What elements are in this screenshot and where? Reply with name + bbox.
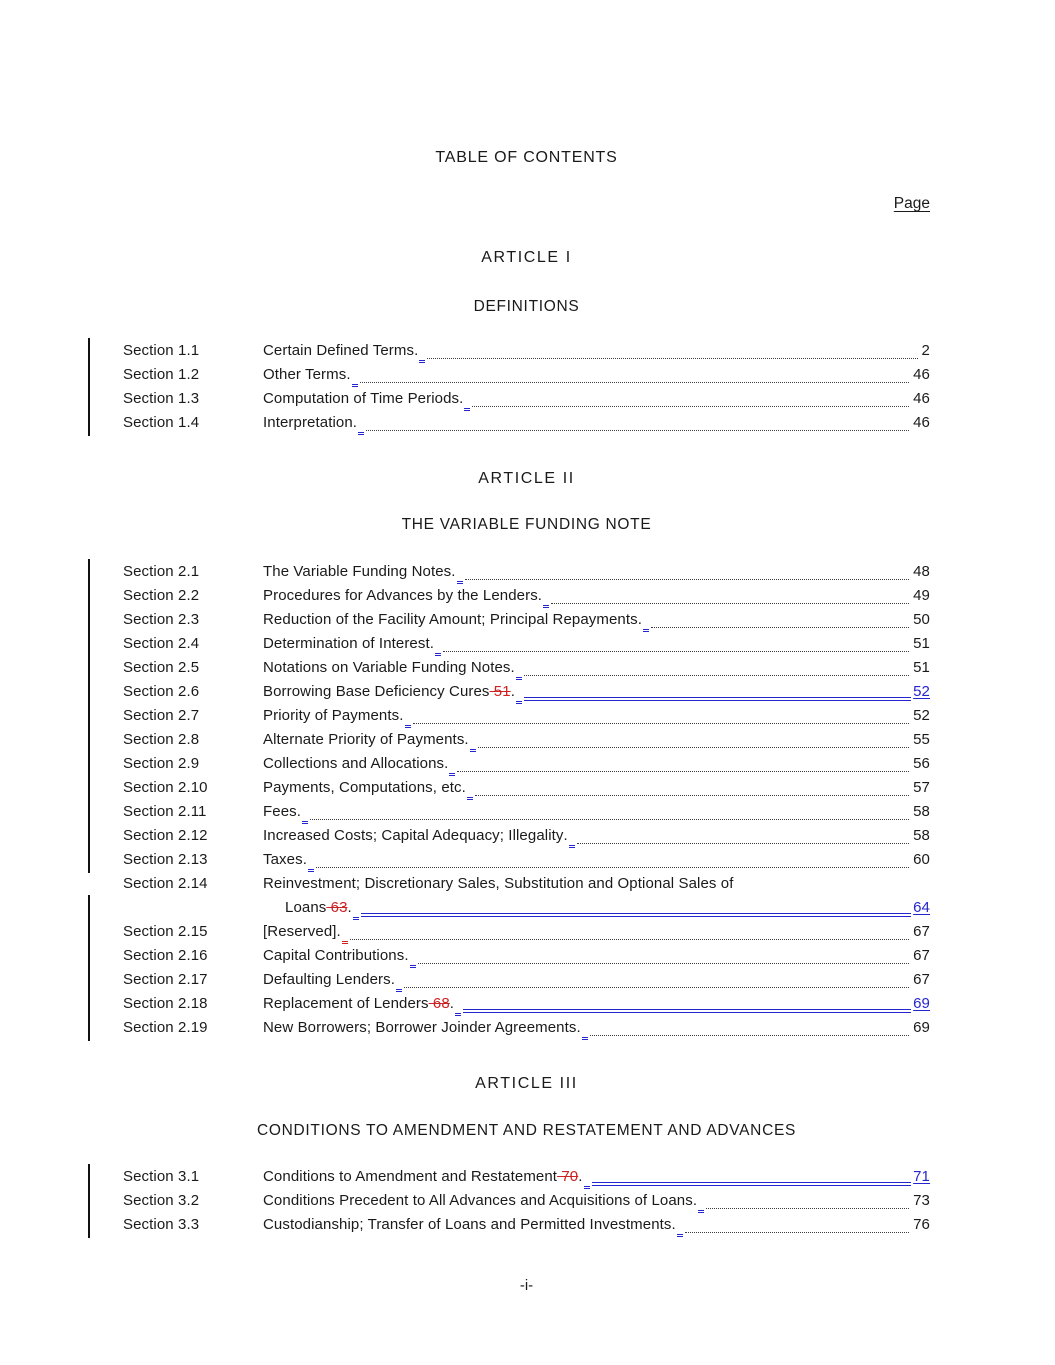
dot-leader: [475, 776, 909, 796]
change-bar: [88, 631, 90, 657]
trailing-period: .: [537, 587, 543, 604]
toc-entry: [123, 968, 930, 992]
section-title: Determination of Interest: [263, 635, 430, 652]
toc-entry: [123, 656, 930, 680]
page-number: 55: [913, 731, 930, 748]
change-bar: [88, 775, 90, 801]
page-number: 67: [913, 946, 930, 964]
section-number: Section 2.17: [123, 970, 208, 988]
page-number: 76: [913, 1215, 930, 1233]
page-number: 48: [913, 563, 930, 580]
change-bar: [88, 655, 90, 681]
section-title: Payments, Computations, etc: [263, 779, 462, 796]
format-change-mark: [582, 1016, 588, 1040]
section-title-line1: Reinvestment; Discretionary Sales, Substitution and Optional Sales of: [263, 875, 734, 892]
toc-entry: [123, 824, 930, 848]
page-column-header-row: [123, 193, 930, 215]
trailing-period: .: [692, 1191, 698, 1209]
page-number: 51: [913, 659, 930, 676]
format-change-mark: [643, 608, 649, 632]
section-number: Section 2.13: [123, 851, 208, 868]
section-title-line2: Loans: [285, 898, 327, 916]
dot-leader: [443, 632, 909, 652]
toc-entry-continuation: [123, 896, 930, 920]
section-number: Section 3.3: [123, 1215, 200, 1233]
format-change-mark: [352, 363, 358, 387]
dot-leader: [478, 728, 909, 748]
section-title: Replacement of Lenders: [263, 994, 429, 1012]
change-bar: [88, 607, 90, 633]
trailing-period: .: [576, 1018, 581, 1036]
trailing-period: .: [578, 1167, 583, 1185]
change-bar: [88, 727, 90, 753]
section-title: Notations on Variable Funding Notes: [263, 659, 511, 676]
change-bar: [88, 703, 90, 729]
format-change-mark: [677, 1213, 683, 1237]
trailing-period: .: [449, 994, 455, 1012]
dot-leader: [685, 1213, 909, 1233]
trailing-period: .: [414, 342, 419, 359]
section-title: Computation of Time Periods: [263, 390, 460, 407]
deleted-page-number: 70: [557, 1167, 579, 1185]
trailing-period: .: [352, 414, 358, 431]
trailing-period: .: [399, 707, 404, 724]
toc-entry: [123, 584, 930, 608]
section-number: Section 2.7: [123, 707, 200, 724]
section-title: Interpretation: [263, 414, 353, 431]
trailing-period: .: [336, 922, 341, 940]
revision-leader-line: [463, 992, 911, 1013]
trailing-period: .: [429, 635, 435, 652]
dot-leader: [472, 387, 909, 407]
page-number-link[interactable]: 64: [913, 898, 930, 916]
format-change-mark: [396, 968, 402, 992]
format-change-mark: [405, 704, 411, 728]
trailing-period: .: [296, 803, 302, 820]
change-bar: [88, 919, 90, 945]
dot-leader: [427, 339, 917, 359]
section-number: Section 2.14: [123, 875, 208, 892]
page-number: 50: [913, 611, 930, 628]
article-heading: ARTICLE II: [478, 470, 575, 487]
trailing-period: .: [302, 851, 307, 868]
article-subheading: THE VARIABLE FUNDING NOTE: [401, 516, 652, 533]
dot-leader: [651, 608, 909, 628]
change-bar: [88, 410, 90, 436]
toc-entry: [123, 387, 930, 411]
change-bar: [88, 362, 90, 388]
section-title: Defaulting Lenders: [263, 970, 391, 988]
section-title: Custodianship; Transfer of Loans and Permitted Investments: [263, 1215, 672, 1233]
revision-leader-line: [361, 896, 911, 917]
trailing-period: .: [347, 898, 352, 916]
dot-leader: [577, 824, 909, 844]
section-number: Section 2.4: [123, 635, 200, 652]
format-change-mark: [543, 584, 549, 608]
section-title: The Variable Funding Notes: [263, 563, 452, 580]
toc-entry: [123, 680, 930, 704]
format-change-mark: [516, 680, 522, 704]
trailing-period: .: [404, 946, 409, 964]
section-title: Fees: [263, 803, 297, 820]
trailing-period: .: [390, 970, 395, 988]
section-number: Section 2.10: [123, 779, 208, 796]
section-title: Alternate Priority of Payments: [263, 731, 465, 748]
revision-leader-line: [524, 680, 911, 701]
section-title: Taxes: [263, 851, 303, 868]
format-change-mark: [516, 656, 522, 680]
revision-leader-line: [592, 1165, 912, 1186]
page-number: 51: [913, 635, 930, 652]
change-bar: [88, 679, 90, 705]
format-change-mark: [302, 800, 308, 824]
format-change-mark: [470, 728, 476, 752]
section-number: Section 1.3: [123, 390, 200, 407]
toc-entry: [123, 992, 930, 1016]
format-change-mark: [435, 632, 441, 656]
section-number: Section 2.2: [123, 587, 200, 604]
change-bar: [88, 943, 90, 969]
change-bar: [88, 823, 90, 849]
section-number: Section 1.4: [123, 414, 200, 431]
page-number: 46: [913, 390, 930, 407]
format-change-mark: [419, 339, 425, 363]
toc-entry: [123, 872, 930, 896]
page-number: 56: [913, 755, 930, 772]
toc-entry: [123, 920, 930, 944]
page-title: TABLE OF CONTENTS: [435, 149, 618, 166]
dot-leader: [310, 800, 909, 820]
deleted-page-number: 63: [326, 898, 348, 916]
format-change-mark: [584, 1165, 590, 1189]
page-number: 2: [921, 342, 930, 359]
dot-leader: [551, 584, 909, 604]
change-bar: [88, 559, 90, 585]
page-number: 57: [913, 779, 930, 796]
section-title: Priority of Payments: [263, 707, 400, 724]
section-number: Section 2.6: [123, 683, 200, 700]
section-title: Conditions Precedent to All Advances and Acquisitions of Loans: [263, 1191, 693, 1209]
toc-entry: [123, 632, 930, 656]
toc-entry: [123, 411, 930, 435]
change-bar: [88, 1015, 90, 1041]
dot-leader: [366, 411, 909, 431]
section-title: Certain Defined Terms: [263, 342, 415, 359]
toc-entry: [123, 608, 930, 632]
section-number: Section 1.2: [123, 366, 200, 383]
toc-entry: [123, 1213, 930, 1237]
section-number: Section 1.1: [123, 342, 200, 359]
change-bar: [88, 1164, 90, 1190]
dot-leader: [350, 920, 909, 940]
toc-entry: [123, 848, 930, 872]
dot-leader: [418, 944, 909, 964]
change-bar: [88, 895, 90, 921]
toc-entry: [123, 800, 930, 824]
dot-leader: [465, 560, 910, 580]
section-number: Section 2.8: [123, 731, 200, 748]
format-change-mark: [353, 896, 359, 920]
toc-entry: [123, 776, 930, 800]
change-bar: [88, 991, 90, 1017]
change-bar: [88, 386, 90, 412]
section-title: Increased Costs; Capital Adequacy; Illegality: [263, 827, 564, 844]
toc-entry: [123, 752, 930, 776]
page-number-link[interactable]: 52: [913, 683, 930, 700]
format-change-mark: [698, 1189, 704, 1213]
format-change-mark: [342, 920, 348, 944]
section-title: Collections and Allocations: [263, 755, 445, 772]
toc-entry: [123, 1016, 930, 1040]
section-title: Procedures for Advances by the Lenders: [263, 587, 538, 604]
trailing-period: .: [563, 827, 568, 844]
toc-entry: [123, 1189, 930, 1213]
page-number: 46: [913, 414, 930, 431]
trailing-period: .: [464, 731, 469, 748]
trailing-period: .: [461, 779, 466, 796]
toc-entry: [123, 339, 930, 363]
section-title: Reduction of the Facility Amount; Principal Repayments: [263, 611, 638, 628]
section-title: [Reserved]: [263, 922, 337, 940]
trailing-period: .: [510, 659, 515, 676]
page-number-link[interactable]: 71: [913, 1167, 930, 1185]
dot-leader: [413, 704, 910, 724]
section-number: Section 2.18: [123, 994, 208, 1012]
change-bar: [88, 967, 90, 993]
deleted-page-number: 51: [489, 683, 511, 700]
section-number: Section 2.19: [123, 1018, 208, 1036]
page-column-label: Page: [893, 195, 930, 212]
change-bar: [88, 1212, 90, 1238]
trailing-period: .: [459, 390, 464, 407]
change-bar: [88, 799, 90, 825]
page-number: 60: [913, 851, 930, 868]
page-number: 52: [913, 707, 930, 724]
toc-content: [123, 0, 930, 1297]
dot-leader: [706, 1189, 909, 1209]
page-number-link[interactable]: 69: [913, 994, 930, 1012]
change-bar: [88, 751, 90, 777]
trailing-period: .: [451, 563, 456, 580]
toc-entry: [123, 728, 930, 752]
deleted-page-number: 68: [428, 994, 450, 1012]
page-number: 46: [913, 366, 930, 383]
section-number: Section 3.1: [123, 1167, 200, 1185]
page-number: 69: [913, 1018, 930, 1036]
dot-leader: [404, 968, 909, 988]
format-change-mark: [449, 752, 455, 776]
trailing-period: .: [510, 683, 515, 700]
change-bar: [88, 1188, 90, 1214]
section-title: Capital Contributions: [263, 946, 405, 964]
page-number: 67: [913, 922, 930, 940]
trailing-period: .: [637, 611, 643, 628]
trailing-period: .: [671, 1215, 676, 1233]
section-number: Section 2.15: [123, 922, 208, 940]
section-number: Section 2.11: [123, 803, 207, 820]
section-title: New Borrowers; Borrower Joinder Agreements: [263, 1018, 577, 1036]
change-bar: [88, 847, 90, 873]
toc-entries: [123, 339, 930, 435]
dot-leader: [316, 848, 909, 868]
trailing-period: .: [346, 366, 351, 383]
format-change-mark: [457, 560, 463, 584]
section-number: Section 2.1: [123, 563, 200, 580]
section-title: Conditions to Amendment and Restatement: [263, 1167, 558, 1185]
articles-container: [123, 247, 930, 1237]
trailing-period: .: [444, 755, 449, 772]
section-number: Section 2.3: [123, 611, 200, 628]
dot-leader: [524, 656, 909, 676]
format-change-mark: [410, 944, 416, 968]
article-heading: ARTICLE I: [481, 249, 572, 266]
page-number: 58: [913, 803, 930, 820]
section-title: Other Terms: [263, 366, 347, 383]
section-number: Section 2.9: [123, 755, 200, 772]
toc-entries: [123, 560, 930, 1040]
article-heading: ARTICLE III: [475, 1074, 578, 1092]
page-number: 67: [913, 970, 930, 988]
section-number: Section 2.5: [123, 659, 200, 676]
article-subheading: DEFINITIONS: [473, 298, 580, 315]
toc-entry: [123, 1165, 930, 1189]
toc-entry: [123, 363, 930, 387]
format-change-mark: [467, 776, 473, 800]
format-change-mark: [358, 411, 364, 435]
page-footer-number: -i-: [519, 1276, 534, 1294]
article-subheading: CONDITIONS TO AMENDMENT AND RESTATEMENT AND ADVANCES: [256, 1121, 797, 1139]
page-number: 73: [913, 1191, 930, 1209]
toc-entry: [123, 560, 930, 584]
format-change-mark: [308, 848, 314, 872]
format-change-mark: [569, 824, 575, 848]
page-number: 49: [913, 587, 930, 604]
format-change-mark: [455, 992, 461, 1016]
dot-leader: [360, 363, 909, 383]
page-number: 58: [913, 827, 930, 844]
section-title: Borrowing Base Deficiency Cures: [263, 683, 490, 700]
toc-entry: [123, 944, 930, 968]
dot-leader: [590, 1016, 909, 1036]
dot-leader: [457, 752, 909, 772]
change-bar: [88, 583, 90, 609]
toc-entry: [123, 704, 930, 728]
section-number: Section 2.12: [123, 827, 208, 844]
change-bar: [88, 338, 90, 364]
toc-entries: [123, 1165, 930, 1237]
section-number: Section 3.2: [123, 1191, 200, 1209]
section-number: Section 2.16: [123, 946, 208, 964]
format-change-mark: [464, 387, 470, 411]
